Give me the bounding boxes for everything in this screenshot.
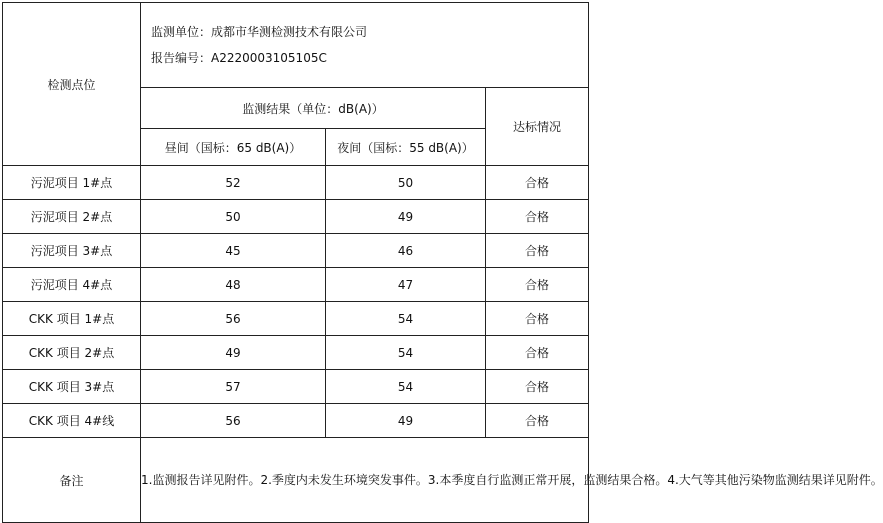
row-status: 合格 (486, 166, 589, 200)
row-status: 合格 (486, 234, 589, 268)
report-number: 报告编号：A2220003105105C (151, 51, 327, 65)
row-day: 57 (141, 370, 326, 404)
notes-row (3, 438, 589, 523)
row-day: 48 (141, 268, 326, 302)
table-row (3, 336, 589, 370)
row-night: 46 (326, 234, 486, 268)
row-night: 50 (326, 166, 486, 200)
notes-text: 1.监测报告详见附件。2.季度内未发生环境突发事件。3.本季度自行监测正常开展，监测结果合格。4.大气等其他污染物监测结果详见附件。 (141, 438, 589, 523)
row-day: 49 (141, 336, 326, 370)
notes-label: 备注 (3, 438, 141, 523)
header-day: 昼间（国标：65 dB(A)） (141, 129, 326, 166)
row-point: 污泥项目 1#点 (3, 166, 141, 200)
monitoring-unit: 监测单位：成都市华测检测技术有限公司 (151, 25, 368, 39)
header-info (141, 3, 589, 88)
table-row (3, 200, 589, 234)
table-row (3, 166, 589, 200)
row-day: 56 (141, 404, 326, 438)
table-row (3, 404, 589, 438)
row-night: 49 (326, 404, 486, 438)
row-day: 56 (141, 302, 326, 336)
row-status: 合格 (486, 404, 589, 438)
row-point: CKK 项目 2#点 (3, 336, 141, 370)
row-point: CKK 项目 3#点 (3, 370, 141, 404)
header-results: 监测结果（单位：dB(A)） (141, 88, 486, 129)
row-day: 50 (141, 200, 326, 234)
row-status: 合格 (486, 370, 589, 404)
row-point: 污泥项目 4#点 (3, 268, 141, 302)
row-point: 污泥项目 2#点 (3, 200, 141, 234)
header-point: 检测点位 (3, 3, 141, 166)
table-row (3, 268, 589, 302)
row-status: 合格 (486, 268, 589, 302)
row-night: 54 (326, 370, 486, 404)
row-point: CKK 项目 4#线 (3, 404, 141, 438)
row-day: 52 (141, 166, 326, 200)
header-night: 夜间（国标：55 dB(A)） (326, 129, 486, 166)
table-row (3, 234, 589, 268)
row-status: 合格 (486, 200, 589, 234)
row-point: CKK 项目 1#点 (3, 302, 141, 336)
row-status: 合格 (486, 302, 589, 336)
row-day: 45 (141, 234, 326, 268)
row-night: 54 (326, 336, 486, 370)
monitoring-table (2, 2, 883, 523)
row-night: 54 (326, 302, 486, 336)
table-row (3, 302, 589, 336)
row-point: 污泥项目 3#点 (3, 234, 141, 268)
table-row (3, 370, 589, 404)
header-compliance: 达标情况 (486, 88, 589, 166)
row-status: 合格 (486, 336, 589, 370)
row-night: 47 (326, 268, 486, 302)
row-night: 49 (326, 200, 486, 234)
